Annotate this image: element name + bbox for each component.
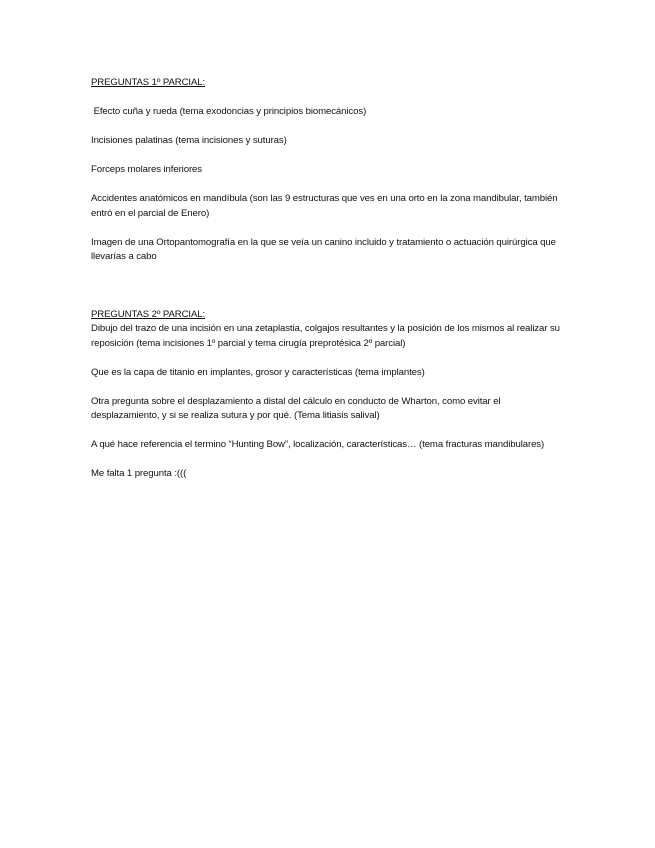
question-1-4: Accidentes anatómicos en mandíbula (son las 9 estructuras que ves en una orto en la zona mandibular, también entró en el parcial de Enero) (91, 193, 558, 219)
question-2-5: Me falta 1 pregunta :((( (91, 468, 187, 479)
question-1-1: Efecto cuña y rueda (tema exodoncias y principios biomecánicos) (91, 106, 367, 117)
question-2-4: A qué hace referencia el termino “Hunting Bow”, localización, características… (tema fracturas mandibulares) (91, 439, 545, 450)
question-2-3: Otra pregunta sobre el desplazamiento a distal del cálculo en conducto de Wharton, como evitar el desplazamiento, y si se realiza sutura y por qué. (Tema litiasis salival) (91, 395, 501, 421)
question-1-2: Incisiones palatinas (tema incisiones y suturas) (91, 135, 287, 146)
question-2-2: Que es la capa de titanio en implantes, grosor y características (tema implantes) (91, 366, 425, 378)
question-1-5: Imagen de una Ortopantomografía en la que se veía un canino incluido y tratamiento o actuación quirúrgica que llevarías a cabo (91, 236, 556, 262)
section2-heading: PREGUNTAS 2º PARCIAL: (91, 308, 206, 320)
document-body (91, 76, 571, 482)
question-2-1: Dibujo del trazo de una incisión en una zetaplastia, colgajos resultantes y la posición de los mismos al realizar su reposición (tema incisiones 1º parcial y tema cirugía preprotésica 2º parcial) (91, 323, 560, 349)
section1-heading: PREGUNTAS 1º PARCIAL: (91, 77, 206, 88)
question-1-3: Forceps molares inferiores (91, 164, 202, 175)
